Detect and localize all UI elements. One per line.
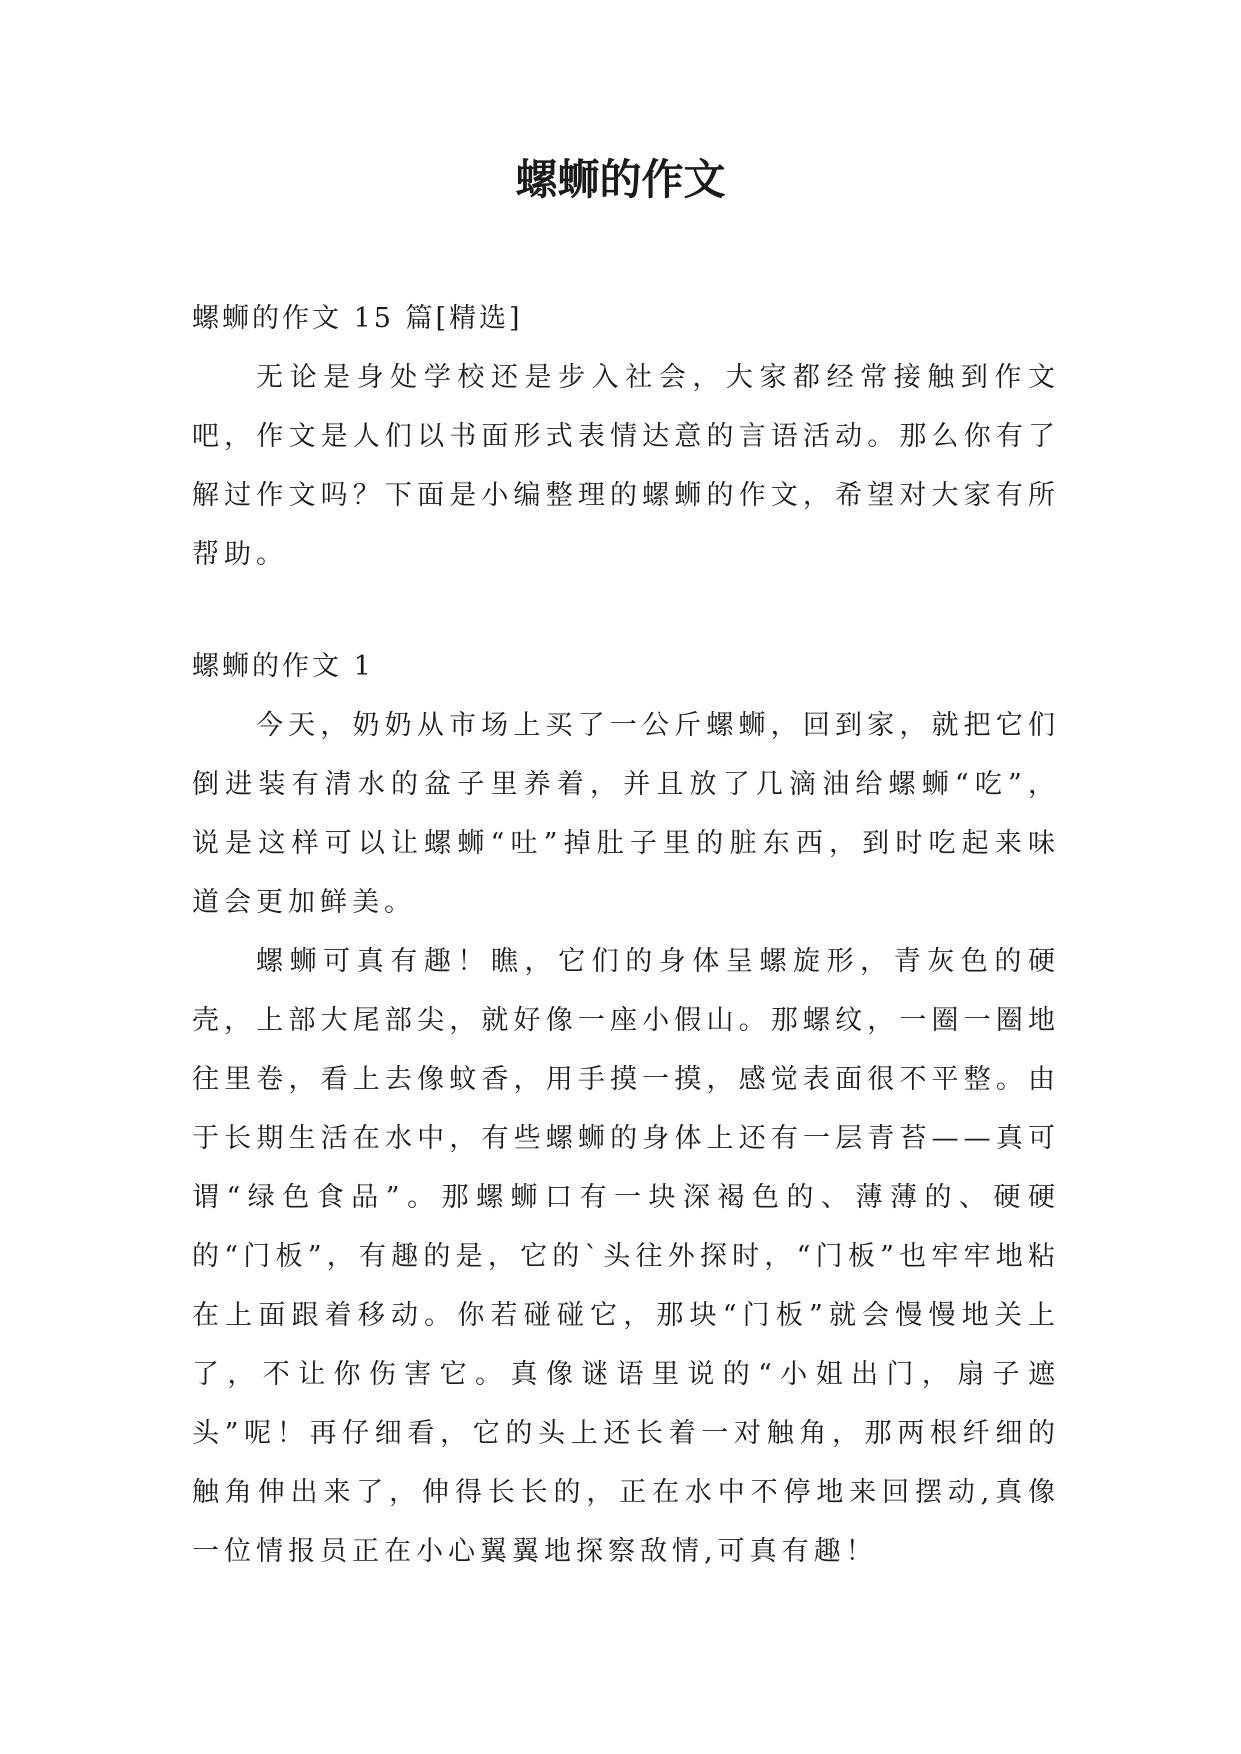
document-subtitle: 螺蛳的作文 15 篇[精选] [192,303,523,334]
essay-heading: 螺蛳的作文 1 [192,651,374,682]
intro-paragraph: 无论是身处学校还是步入社会，大家都经常接触到作文吧，作文是人们以书面形式表情达意的言语活动。那么你有了解过作文吗？下面是小编整理的螺蛳的作文，希望对大家有所帮助。 [192,362,1060,570]
document-title: 螺蛳的作文 [515,155,726,204]
essay-paragraph: 今天，奶奶从市场上买了一公斤螺蛳，回到家，就把它们倒进装有清水的盆子里养着，并且放了几滴油给螺蛳“吃”，说是这样可以让螺蛳“吐”掉肚子里的脏东西，到时吃起来味道会更加鲜美。 [192,710,1060,918]
essay-paragraph: 螺蛳可真有趣！瞧，它们的身体呈螺旋形，青灰色的硬壳，上部大尾部尖，就好像一座小假山。那螺纹，一圈一圈地往里卷，看上去像蚊香，用手摸一摸，感觉表面很不平整。由于长期生活在水中，有些螺蛳的身体上还有一层青苔——真可谓“绿色食品”。那螺蛳口有一块深褐色的、薄薄的、硬硬的“门板”，有趣的是，它的`头往外探时，“门板”也牢牢地粘在上面跟着移动。你若碰碰它，那块“门板”就会慢慢地关上了，不让你伤害它。真像谜语里说的“小姐出门，扇子遮头”呢！再仔细看，它的头上还长着一对触角，那两根纤细的触角伸出来了，伸得长长的，正在水中不停地来回摆动,真像一位情报员正在小心翼翼地探察敌情,可真有趣！ [192,946,1060,1567]
